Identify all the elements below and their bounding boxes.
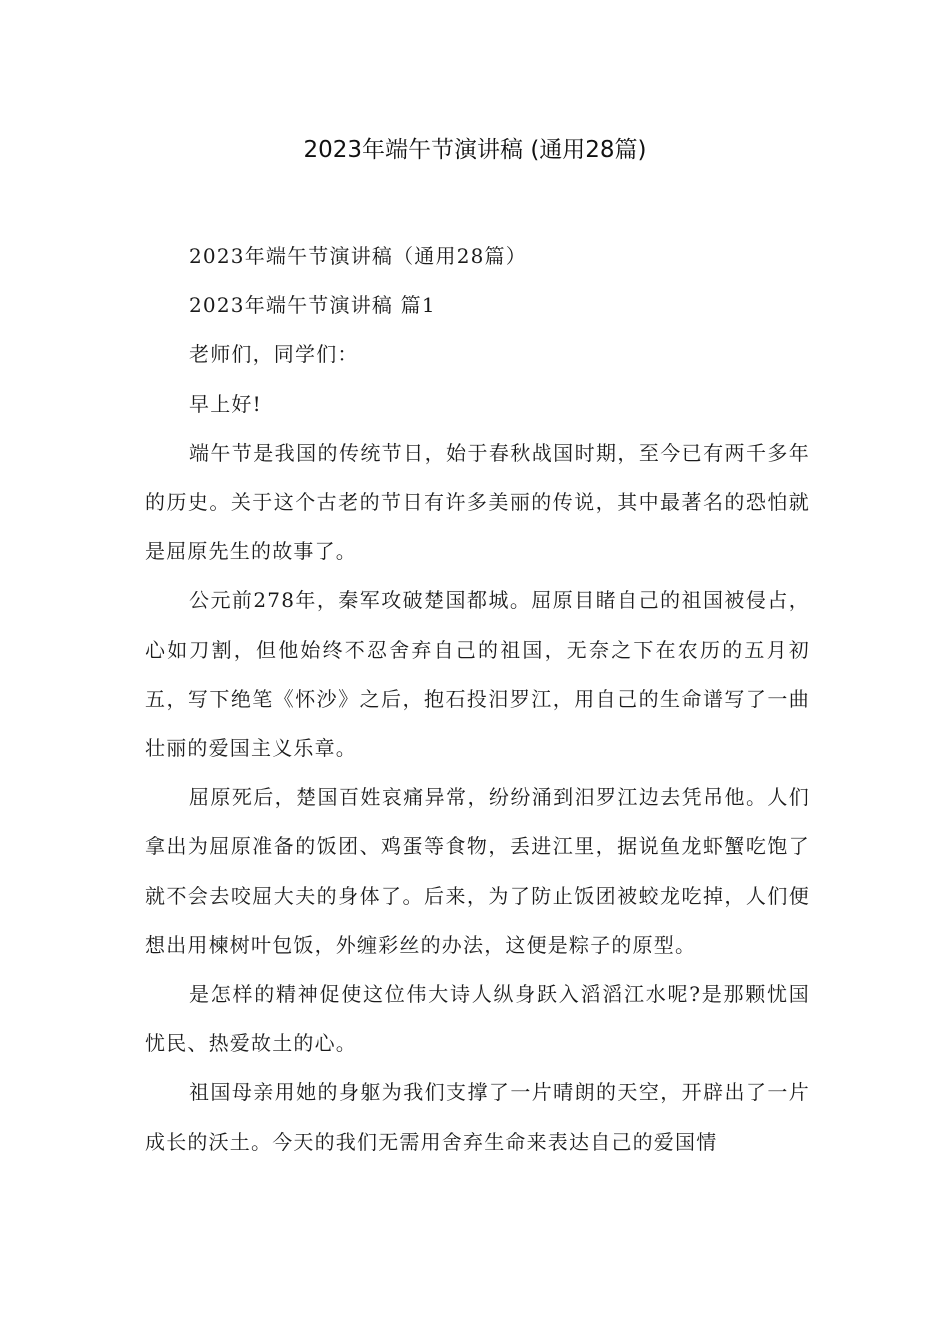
document-title: 2023年端午节演讲稿 (通用28篇) <box>303 137 647 163</box>
paragraph-body: 屈原死后，楚国百姓哀痛异常，纷纷涌到汨罗江边去凭吊他。人们拿出为屈原准备的饭团、鸡蛋等食物，丢进江里，据说鱼龙虾蟹吃饱了就不会去咬屈大夫的身体了。后来，为了防止饭团被蛟龙吃掉，人们便想出用楝树叶包饭，外缠彩丝的办法，这便是粽子的原型。 <box>145 785 810 957</box>
paragraph-body: 公元前278年，秦军攻破楚国都城。屈原目睹自己的祖国被侵占，心如刀割，但他始终不忍舍弃自己的祖国，无奈之下在农历的五月初五，写下绝笔《怀沙》之后，抱石投汨罗江，用自己的生命谱写了一曲壮丽的爱国主义乐章。 <box>145 588 810 761</box>
paragraph-body: 是怎样的精神促使这位伟大诗人纵身跃入滔滔江水呢?是那颗忧国忧民、热爱故土的心。 <box>145 982 810 1056</box>
document-body <box>145 232 810 1167</box>
paragraph-body: 祖国母亲用她的身躯为我们支撑了一片晴朗的天空，开辟出了一片成长的沃土。今天的我们无需用舍弃生命来表达自己的爱国情 <box>145 1080 810 1154</box>
paragraph-greeting: 早上好! <box>189 391 262 416</box>
paragraph-body: 端午节是我国的传统节日，始于春秋战国时期，至今已有两千多年的历史。关于这个古老的节日有许多美丽的传说，其中最著名的恐怕就是屈原先生的故事了。 <box>145 440 810 564</box>
paragraph-heading-repeat: 2023年端午节演讲稿（通用28篇） <box>189 244 527 268</box>
paragraph-section-title: 2023年端午节演讲稿 篇1 <box>189 293 436 318</box>
paragraph-salutation: 老师们，同学们： <box>189 342 359 367</box>
